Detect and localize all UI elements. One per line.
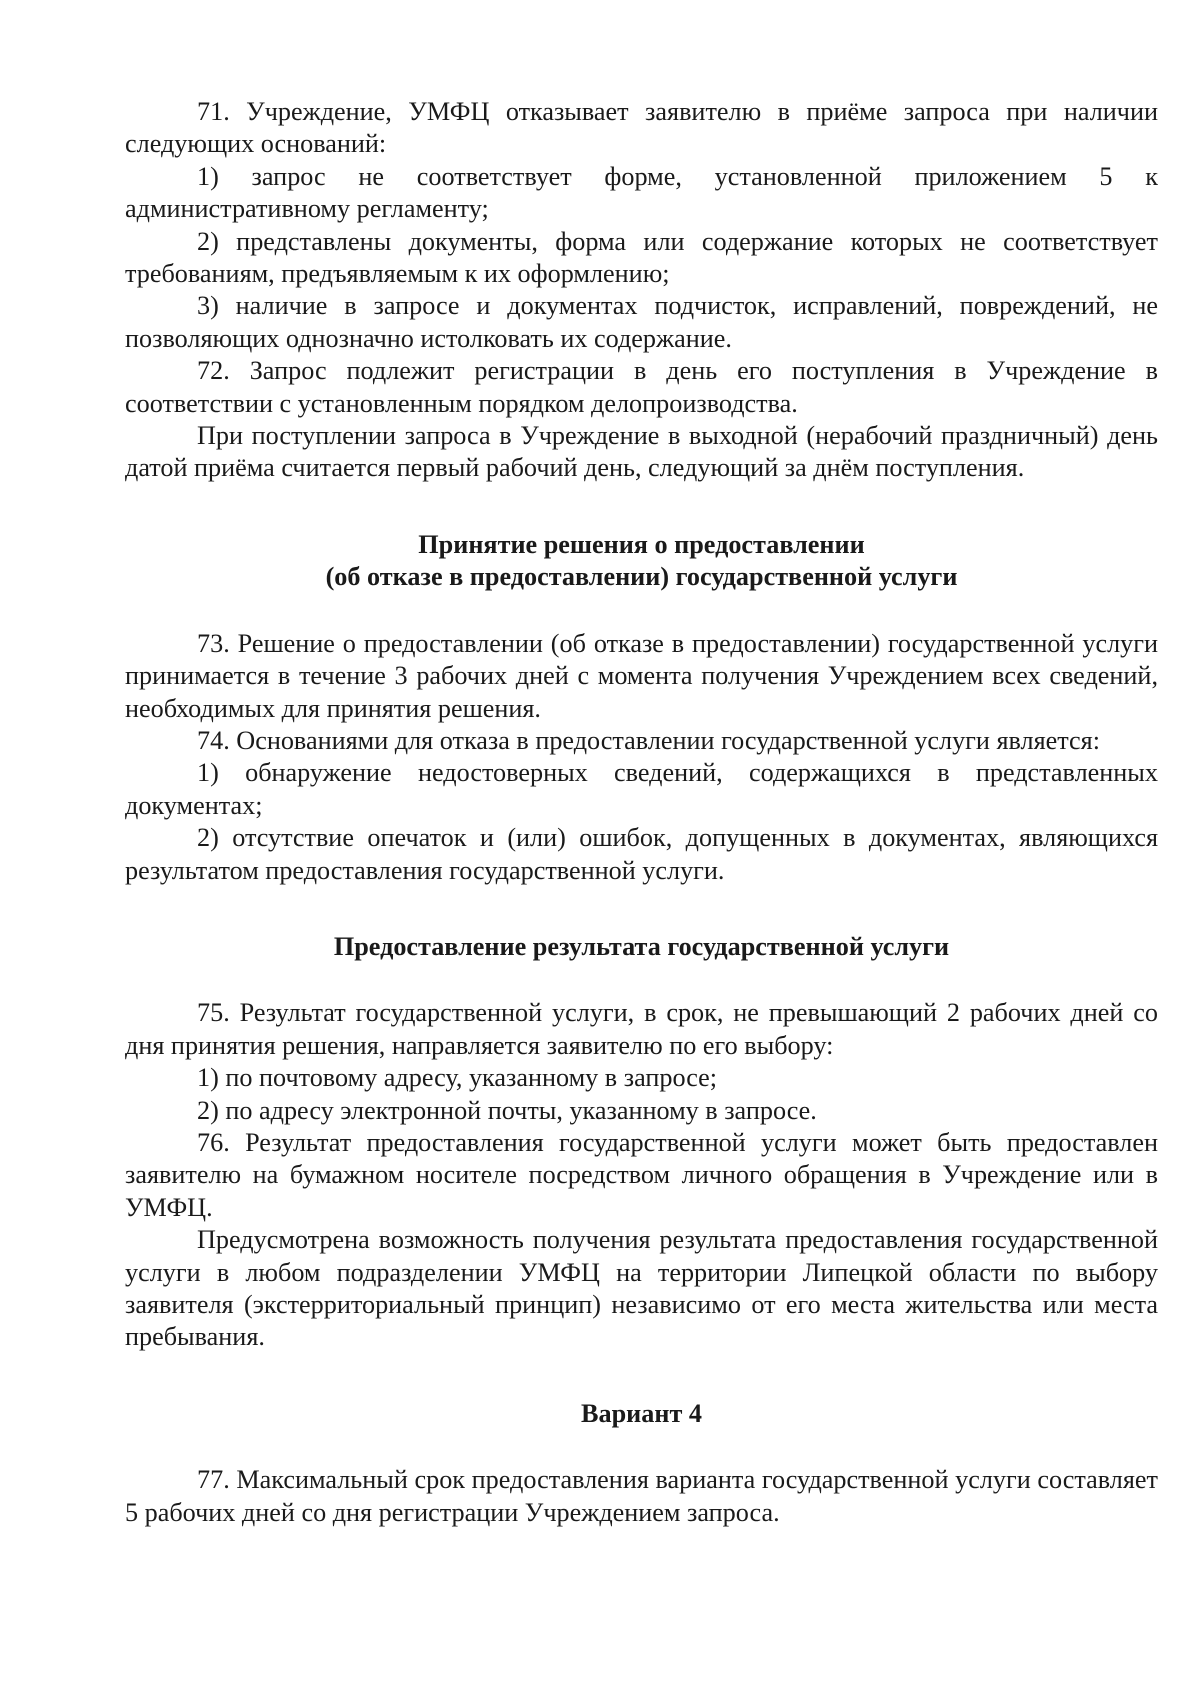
paragraph-74: 74. Основаниями для отказа в предоставлении государственной услуги является: (197, 725, 1100, 755)
section-heading-variant-4: Вариант 4 (581, 1398, 702, 1428)
paragraph-76-continuation: Предусмотрена возможность получения результата предоставления государственной услуги в любом подразделении УМФЦ на территории Липецкой области по выбору заявителя (экстерриториальный принцип) независимо от его места жительства или места пребывания. (125, 1225, 1158, 1352)
section-heading-decision-line-2: (об отказе в предоставлении) государственной услуги (325, 562, 958, 592)
paragraph-74-item-1: 1) обнаружение недостоверных сведений, содержащихся в представленных документах; (125, 758, 1158, 820)
document-page (125, 96, 1158, 1529)
paragraph-72: 72. Запрос подлежит регистрации в день его поступления в Учреждение в соответствии с установленным порядком делопроизводства. (125, 356, 1158, 418)
paragraph-75-item-1: 1) по почтовому адресу, указанному в запросе; (197, 1063, 718, 1093)
paragraph-75-item-2: 2) по адресу электронной почты, указанному в запросе. (197, 1095, 817, 1125)
paragraph-71: 71. Учреждение, УМФЦ отказывает заявителю в приёме запроса при наличии следующих оснований: (125, 97, 1158, 159)
paragraph-71-item-2: 2) представлены документы, форма или содержание которых не соответствует требованиям, предъявляемым к их оформлению; (125, 226, 1158, 289)
paragraph-71-item-3: 3) наличие в запросе и документах подчисток, исправлений, повреждений, не позволяющих однозначно истолковать их содержание. (125, 291, 1158, 353)
paragraph-77: 77. Максимальный срок предоставления варианта государственной услуги составляет 5 рабочих дней со дня регистрации Учреждением запроса. (125, 1465, 1158, 1527)
paragraph-76: 76. Результат предоставления государственной услуги может быть предоставлен заявителю на бумажном носителе посредством личного обращения в Учреждение или в УМФЦ. (125, 1127, 1158, 1222)
paragraph-71-item-1: 1) запрос не соответствует форме, установленной приложением 5 к административному регламенту; (125, 161, 1158, 224)
paragraph-72-continuation: При поступлении запроса в Учреждение в выходной (нерабочий праздничный) день датой приёма считается первый рабочий день, следующий за днём поступления. (125, 421, 1158, 483)
section-heading-decision-line-1: Принятие решения о предоставлении (418, 529, 865, 559)
paragraph-73: 73. Решение о предоставлении (об отказе в предоставлении) государственной услуги принимается в течение 3 рабочих дней с момента получения Учреждением всех сведений, необходимых для принятия решения. (125, 628, 1158, 723)
paragraph-74-item-2: 2) отсутствие опечаток и (или) ошибок, допущенных в документах, являющихся результатом предоставления государственной услуги. (125, 823, 1158, 885)
section-heading-result: Предоставление результата государственной услуги (333, 931, 950, 961)
paragraph-75: 75. Результат государственной услуги, в срок, не превышающий 2 рабочих дней со дня принятия решения, направляется заявителю по его выбору: (125, 998, 1158, 1060)
